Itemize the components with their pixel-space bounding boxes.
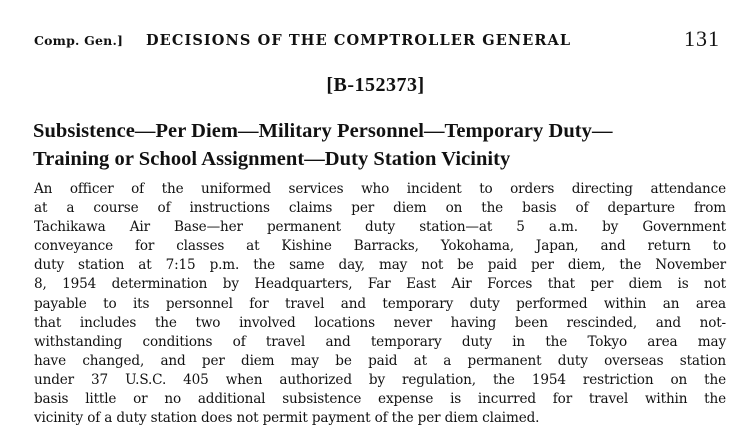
text-line: that includes the two involved locations never having been rescinded, and not- [34,314,726,331]
text-line: withstanding conditions of travel and temporary duty in the Tokyo area may [34,333,726,350]
headnote-title [33,117,723,173]
headnote-line: Training or School Assignment—Duty Station Vicinity [33,148,511,170]
text-line: conveyance for classes at Kishine Barracks, Yokohama, Japan, and return to [34,238,726,255]
text-line: under 37 U.S.C. 405 when authorized by regulation, the 1954 restriction on the [34,371,726,388]
text-line: have changed, and per diem may be paid at a permanent duty overseas station [34,352,726,369]
running-head-title: DECISIONS OF THE COMPTROLLER GENERAL [146,32,572,49]
text-line: at a course of instructions claims per diem on the basis of departure from [34,200,726,217]
text-line: payable to its personnel for travel and temporary duty performed within an area [34,295,726,312]
text-line: vicinity of a duty station does not permit payment of the per diem claimed. [34,410,540,427]
text-line: 8, 1954 determination by Headquarters, Far East Air Forces that per diem is not [34,276,726,293]
text-line: duty station at 7:15 p.m. the same day, may not be paid per diem, the November [34,257,726,274]
text-line: An officer of the uniformed services who incident to orders directing attendance [34,181,726,197]
text-line: basis little or no additional subsistence expense is incurred for travel within the [34,391,726,408]
running-head-citation: Comp. Gen.] [34,33,124,48]
page-number: 131 [684,26,720,51]
running-head [34,28,720,54]
case-number: [B-152373] [326,74,425,96]
headnote-line: Subsistence—Per Diem—Military Personnel—Temporary Duty— [33,120,613,142]
syllabus-paragraph [34,180,726,428]
text-line: Tachikawa Air Base—her permanent duty station—at 5 a.m. by Government [34,219,726,236]
